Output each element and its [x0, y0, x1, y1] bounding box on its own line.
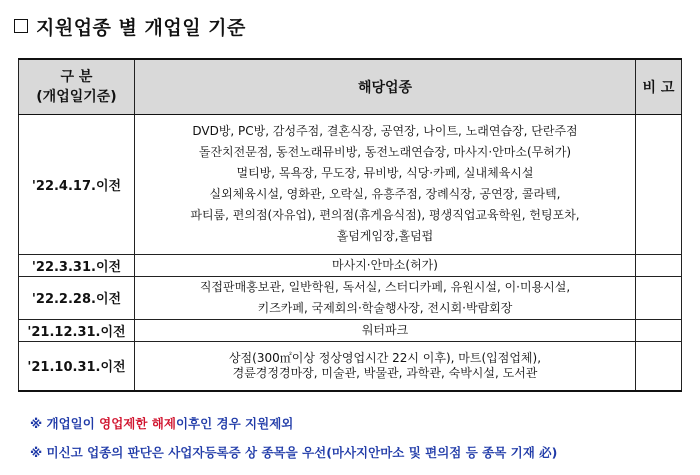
row-business-list	[135, 341, 636, 391]
business-criteria-table	[18, 58, 682, 392]
row-period: '22.3.31.이전	[19, 254, 135, 276]
table-row	[19, 341, 682, 391]
row-period: '22.2.28.이전	[19, 276, 135, 319]
business-line: 직접판매홍보관, 일반학원, 독서실, 스터디카페, 유원시설, 이·미용시설,	[199, 279, 571, 294]
row-remarks	[636, 341, 682, 391]
note-exclusion	[30, 414, 293, 432]
table-row	[19, 319, 682, 341]
business-line: 파티룸, 편의점(자유업), 편의점(휴게음식점), 평생직업교육학원, 헌팅포차,	[190, 208, 580, 222]
table-row	[19, 276, 682, 319]
business-line: 마사지·안마소(허가)	[332, 257, 438, 272]
checkbox-square-icon	[14, 19, 28, 33]
row-business-list	[135, 114, 636, 254]
section-title-text: 지원업종 별 개업일 기준	[36, 16, 246, 39]
business-line: 워터파크	[361, 322, 409, 337]
business-line: 실외체육시설, 영화관, 오락실, 유흥주점, 장례식장, 공연장, 콜라텍,	[209, 187, 561, 201]
row-remarks	[636, 114, 682, 254]
header-period	[19, 59, 135, 114]
note-exclusion-suffix: 이후인 경우 지원제외	[175, 416, 294, 431]
business-line: 돌잔치전문점, 동전노래뮤비방, 동전노래연습장, 마사지·안마소(무허가)	[198, 145, 572, 159]
header-business: 해당업종	[135, 59, 636, 114]
row-business-list	[135, 319, 636, 341]
row-period: '21.12.31.이전	[19, 319, 135, 341]
note-exclusion-prefix: ※ 개업일이	[30, 416, 100, 431]
row-business-list	[135, 254, 636, 276]
business-line: 홀덤게임장,홀덤펍	[336, 229, 434, 243]
note-exclusion-emphasis: 영업제한 해제	[99, 416, 176, 431]
business-line: 멀티방, 목욕장, 무도장, 뮤비방, 식당·카페, 실내체육시설	[236, 166, 534, 180]
row-business-list	[135, 276, 636, 319]
business-line: 경륜경정경마장, 미술관, 박물관, 과학관, 숙박시설, 도서관	[232, 365, 538, 380]
table-row	[19, 114, 682, 254]
row-period: '21.10.31.이전	[19, 341, 135, 391]
note-unregistered: ※ 미신고 업종의 판단은 사업자등록증 상 종목을 우선(마사지안마소 및 편의점 등 종목 기재 必)	[30, 445, 558, 460]
header-remarks: 비 고	[636, 59, 682, 114]
header-period-line1: 구 분	[60, 68, 93, 85]
table-header-row	[19, 59, 682, 114]
section-title	[14, 8, 246, 44]
row-remarks	[636, 254, 682, 276]
table-row	[19, 254, 682, 276]
row-remarks	[636, 319, 682, 341]
business-line: 상점(300㎡이상 정상영업시간 22시 이후), 마트(입점업체),	[228, 350, 542, 365]
row-period: '22.4.17.이전	[19, 114, 135, 254]
business-line: 키즈카페, 국제회의·학술행사장, 전시회·박람회장	[257, 300, 513, 315]
row-remarks	[636, 276, 682, 319]
business-line: DVD방, PC방, 감성주점, 결혼식장, 공연장, 나이트, 노래연습장, 단란주점	[192, 124, 578, 138]
header-period-line2: (개업일기준)	[36, 88, 117, 105]
